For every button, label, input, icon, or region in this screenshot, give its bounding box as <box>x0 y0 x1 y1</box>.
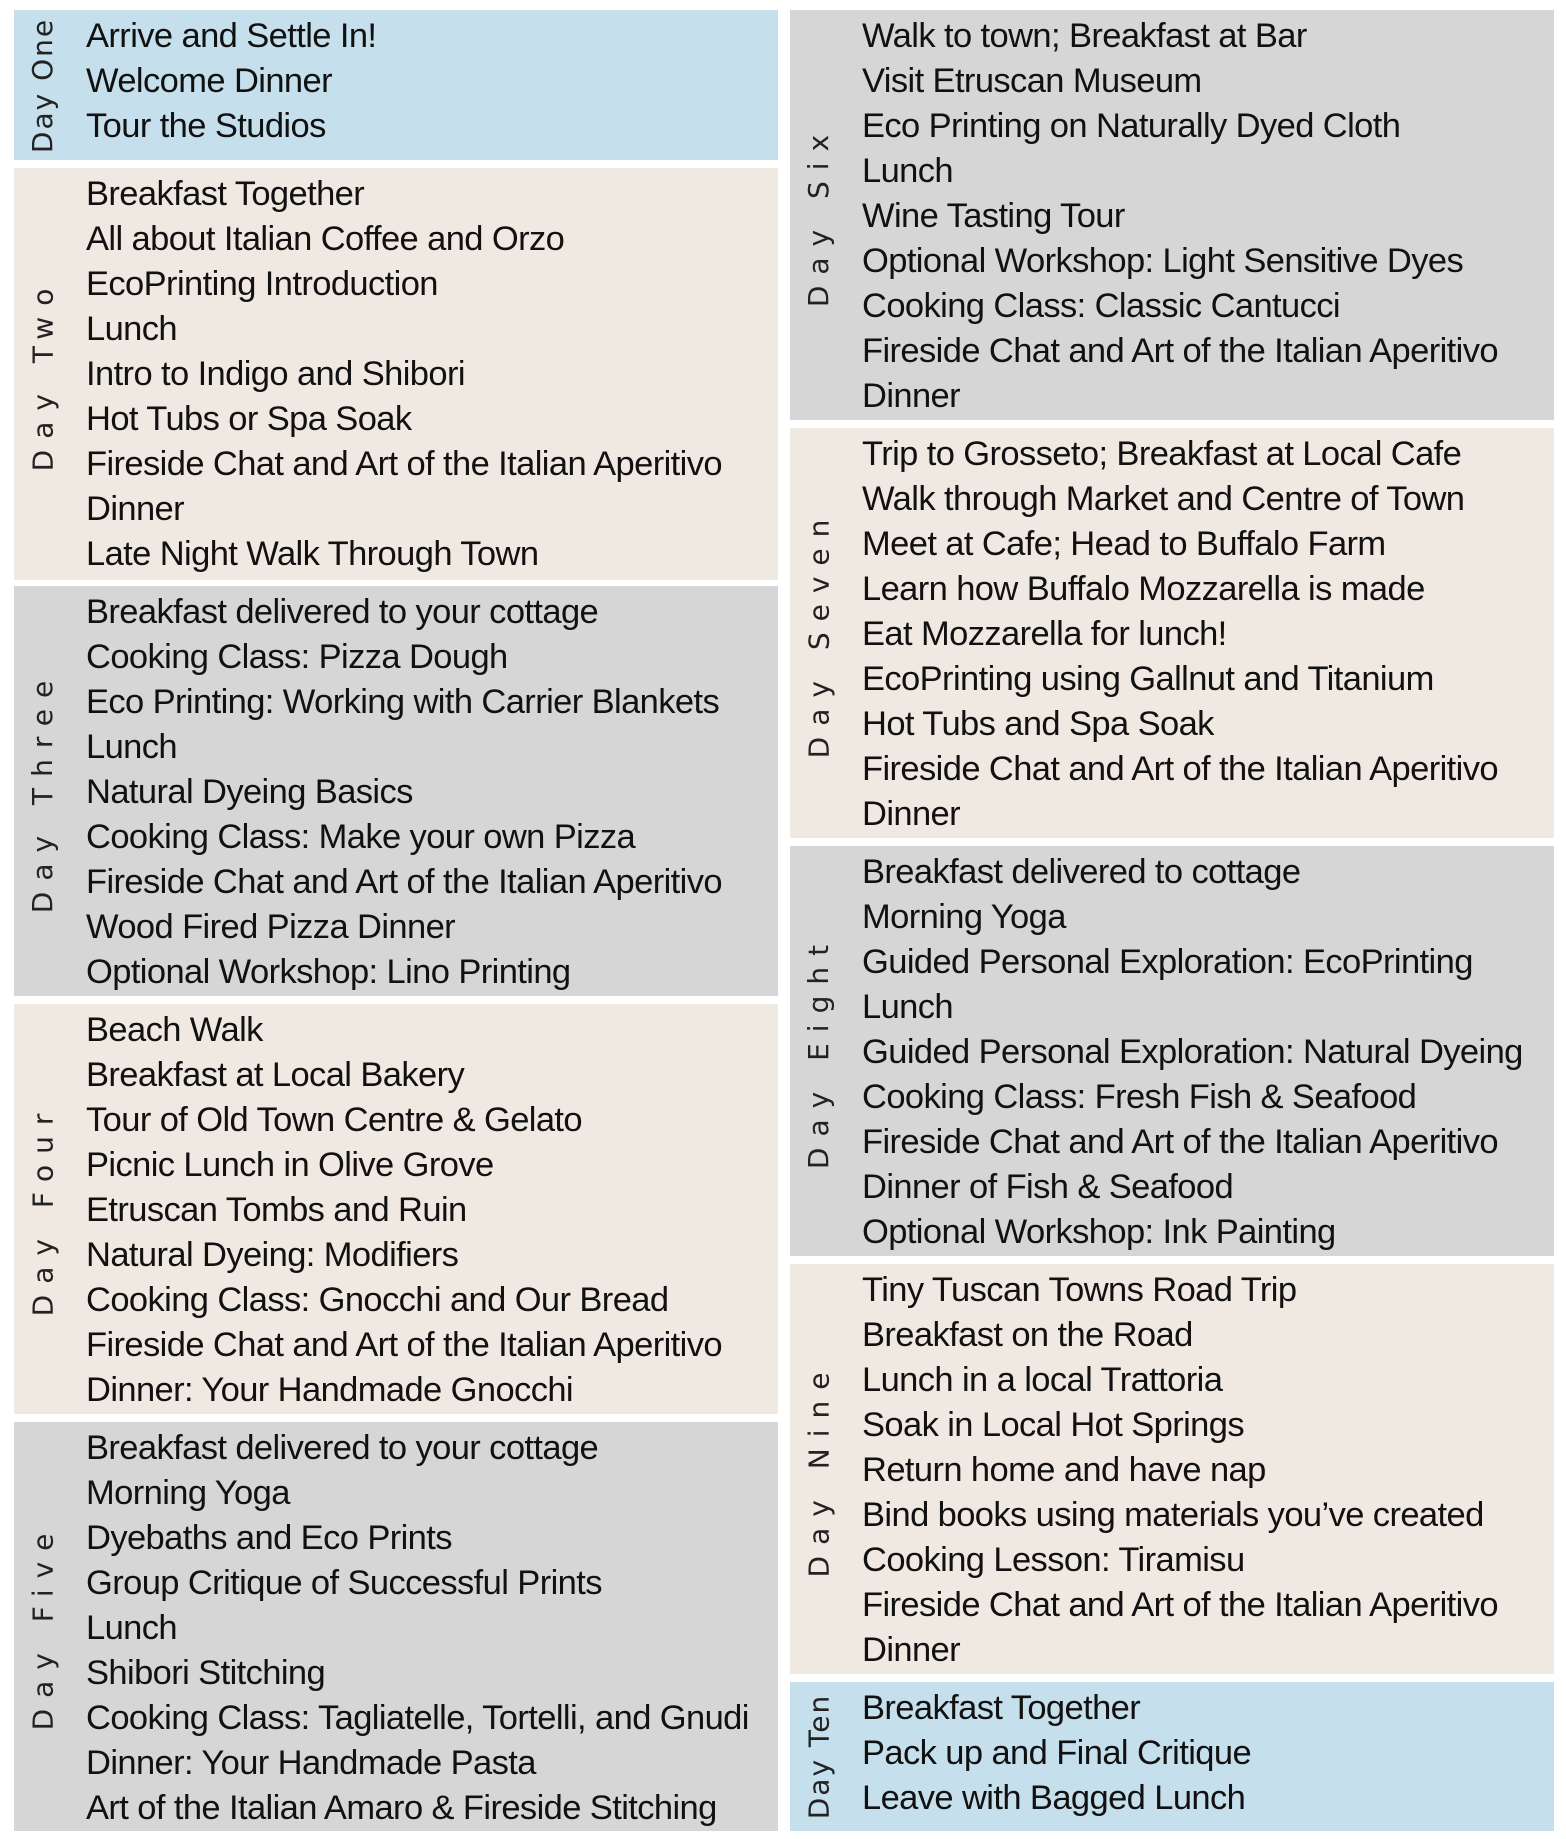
list-item: Dinner <box>862 377 961 415</box>
list-item: Breakfast on the Road <box>862 1316 1193 1354</box>
day-one-label: Day One <box>26 17 60 153</box>
list-item: Optional Workshop: Light Sensitive Dyes <box>862 242 1464 280</box>
list-item: Dinner: Your Handmade Gnocchi <box>86 1371 573 1409</box>
list-item: Cooking Class: Gnocchi and Our Bread <box>86 1281 669 1319</box>
list-item: Breakfast delivered to your cottage <box>86 593 599 631</box>
day-label <box>790 1682 848 1831</box>
day-seven-items <box>862 432 1554 837</box>
list-item: Picnic Lunch in Olive Grove <box>86 1146 494 1184</box>
day-six-block <box>790 10 1554 420</box>
list-item: Eco Printing on Naturally Dyed Cloth <box>862 107 1401 145</box>
list-item: Guided Personal Exploration: EcoPrinting <box>862 943 1473 981</box>
list-item: Natural Dyeing Basics <box>86 773 413 811</box>
day-six-items <box>862 14 1554 419</box>
list-item: Bind books using materials you’ve created <box>862 1496 1484 1534</box>
list-item: Cooking Class: Pizza Dough <box>86 638 508 676</box>
list-item: Lunch <box>86 310 177 348</box>
list-item: Soak in Local Hot Springs <box>862 1406 1244 1444</box>
list-item: Dinner of Fish & Seafood <box>862 1168 1234 1206</box>
day-ten-label: Day Ten <box>802 1693 836 1820</box>
list-item: Dinner <box>86 490 185 528</box>
list-item: Breakfast delivered to your cottage <box>86 1429 599 1467</box>
list-item: Morning Yoga <box>862 898 1066 936</box>
list-item: Cooking Class: Classic Cantucci <box>862 287 1340 325</box>
list-item: Dyebaths and Eco Prints <box>86 1519 452 1557</box>
list-item: Wood Fired Pizza Dinner <box>86 908 456 946</box>
list-item: Fireside Chat and Art of the Italian Aperitivo <box>86 863 722 901</box>
list-item: EcoPrinting Introduction <box>86 265 438 303</box>
list-item: Tour the Studios <box>86 107 326 145</box>
day-one-items <box>86 14 778 149</box>
list-item: Fireside Chat and Art of the Italian Aperitivo <box>86 1326 722 1364</box>
list-item: Eat Mozzarella for lunch! <box>862 615 1227 653</box>
day-eight-items <box>862 850 1554 1255</box>
day-seven-label: Day Seven <box>802 508 836 758</box>
list-item: Visit Etruscan Museum <box>862 62 1202 100</box>
list-item: Tiny Tuscan Towns Road Trip <box>862 1271 1297 1309</box>
day-label <box>790 10 848 420</box>
list-item: Intro to Indigo and Shibori <box>86 355 465 393</box>
day-three-label: Day Three <box>26 669 60 913</box>
day-four-label: Day Four <box>26 1102 60 1316</box>
list-item: EcoPrinting using Gallnut and Titanium <box>862 660 1434 698</box>
day-nine-items <box>862 1268 1554 1673</box>
day-eight-block <box>790 846 1554 1256</box>
list-item: Art of the Italian Amaro & Fireside Stitching <box>86 1789 717 1827</box>
day-one-block <box>14 10 778 160</box>
list-item: Fireside Chat and Art of the Italian Aperitivo <box>862 1586 1498 1624</box>
list-item: Walk through Market and Centre of Town <box>862 480 1465 518</box>
list-item: Hot Tubs and Spa Soak <box>862 705 1214 743</box>
list-item: Natural Dyeing: Modifiers <box>86 1236 459 1274</box>
list-item: Breakfast Together <box>862 1689 1141 1727</box>
list-item: Tour of Old Town Centre & Gelato <box>86 1101 583 1139</box>
list-item: Hot Tubs or Spa Soak <box>86 400 412 438</box>
day-eight-label: Day Eight <box>802 933 836 1169</box>
list-item: Lunch <box>862 988 953 1026</box>
day-ten-block <box>790 1682 1554 1831</box>
list-item: Fireside Chat and Art of the Italian Aperitivo <box>862 750 1498 788</box>
list-item: Fireside Chat and Art of the Italian Aperitivo <box>862 332 1498 370</box>
day-four-block <box>14 1004 778 1414</box>
list-item: Lunch <box>86 1609 177 1647</box>
day-six-label: Day Six <box>802 123 836 307</box>
list-item: Dinner <box>862 1631 961 1669</box>
day-ten-items <box>862 1686 1554 1821</box>
day-label <box>14 1004 72 1414</box>
day-five-label: Day Five <box>26 1522 60 1731</box>
list-item: Pack up and Final Critique <box>862 1734 1252 1772</box>
list-item: Morning Yoga <box>86 1474 290 1512</box>
day-label <box>790 846 848 1256</box>
list-item: Leave with Bagged Lunch <box>862 1779 1246 1817</box>
list-item: Trip to Grosseto; Breakfast at Local Cafe <box>862 435 1462 473</box>
day-label <box>790 1264 848 1674</box>
list-item: Dinner: Your Handmade Pasta <box>86 1744 536 1782</box>
list-item: Welcome Dinner <box>86 62 332 100</box>
day-three-block <box>14 586 778 996</box>
list-item: Return home and have nap <box>862 1451 1266 1489</box>
day-two-items <box>86 172 778 577</box>
day-nine-label: Day Nine <box>802 1361 836 1577</box>
day-label <box>790 428 848 838</box>
list-item: Lunch in a local Trattoria <box>862 1361 1223 1399</box>
list-item: Walk to town; Breakfast at Bar <box>862 17 1307 55</box>
list-item: Shibori Stitching <box>86 1654 326 1692</box>
day-five-block <box>14 1422 778 1831</box>
list-item: Group Critique of Successful Prints <box>86 1564 602 1602</box>
list-item: Learn how Buffalo Mozzarella is made <box>862 570 1425 608</box>
day-four-items <box>86 1008 778 1413</box>
list-item: Eco Printing: Working with Carrier Blankets <box>86 683 720 721</box>
list-item: Wine Tasting Tour <box>862 197 1125 235</box>
day-three-items <box>86 590 778 995</box>
day-label <box>14 168 72 580</box>
list-item: Guided Personal Exploration: Natural Dyeing <box>862 1033 1523 1071</box>
list-item: Cooking Class: Tagliatelle, Tortelli, and Gnudi <box>86 1699 749 1737</box>
day-five-items <box>86 1426 778 1831</box>
list-item: Lunch <box>862 152 953 190</box>
list-item: Etruscan Tombs and Ruin <box>86 1191 467 1229</box>
list-item: Fireside Chat and Art of the Italian Aperitivo <box>86 445 722 483</box>
list-item: Breakfast delivered to cottage <box>862 853 1301 891</box>
list-item: Cooking Class: Make your own Pizza <box>86 818 636 856</box>
list-item: Breakfast at Local Bakery <box>86 1056 465 1094</box>
list-item: All about Italian Coffee and Orzo <box>86 220 565 258</box>
list-item: Optional Workshop: Ink Painting <box>862 1213 1336 1251</box>
day-label <box>14 1422 72 1831</box>
day-label <box>14 586 72 996</box>
day-seven-block <box>790 428 1554 838</box>
list-item: Beach Walk <box>86 1011 263 1049</box>
list-item: Breakfast Together <box>86 175 365 213</box>
list-item: Arrive and Settle In! <box>86 17 377 55</box>
list-item: Lunch <box>86 728 177 766</box>
list-item: Dinner <box>862 795 961 833</box>
list-item: Cooking Class: Fresh Fish & Seafood <box>862 1078 1417 1116</box>
list-item: Fireside Chat and Art of the Italian Aperitivo <box>862 1123 1498 1161</box>
day-nine-block <box>790 1264 1554 1674</box>
day-label <box>14 10 72 160</box>
day-two-block <box>14 168 778 580</box>
list-item: Cooking Lesson: Tiramisu <box>862 1541 1245 1579</box>
list-item: Late Night Walk Through Town <box>86 535 539 573</box>
list-item: Meet at Cafe; Head to Buffalo Farm <box>862 525 1386 563</box>
list-item: Optional Workshop: Lino Printing <box>86 953 571 991</box>
day-two-label: Day Two <box>26 277 60 471</box>
